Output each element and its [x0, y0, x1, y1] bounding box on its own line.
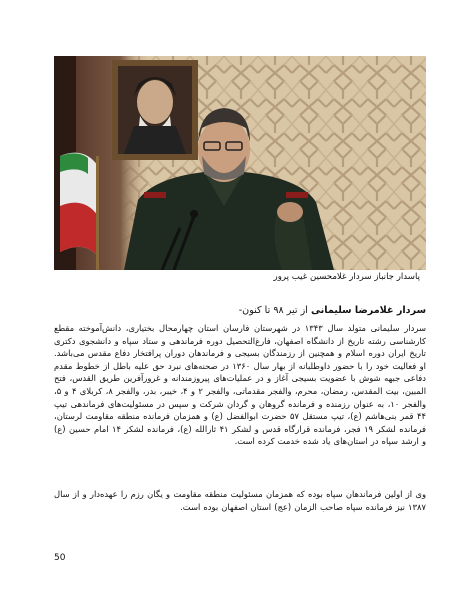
- section-heading: [54, 303, 426, 319]
- heading-name: سردار غلامرضا سلیمانی: [310, 305, 426, 316]
- biography-paragraph: سردار سلیمانی متولد سال ۱۳۴۳ در شهرستان فارسان استان چهارمحال بختیاری، دانش‌آموخته مقطع کارشناسی رشته تاریخ از دانشگاه اصفهان، فارغ‌التحصیل دوره فرماندهی و ستاد سپاه و دانشجوی دکتری تاریخ ایران دوره اسلام و همچنین از رزمندگان بسیجی و فرماندهان دوران پرافتخار دفاع مقدس می‌باشد. او فعالیت خود را با حضور داوطلبانه از بهار سال ۱۳۶۰ در صحنه‌های نبرد حق علیه باطل از خطوط مقدم دفاعی جبهه شوش با عضویت بسیجی آغاز و در عملیات‌های پیروزمندانه و غرورآفرین طریق القدس، فتح المبین، بیت المقدس، رمضان، محرم، والفجر مقدماتی، والفجر ۲ و ۴، خیبر، بدر، والفجر ۸، کربلای ۴ و ۵، والفجر ۱۰، به عنوان رزمنده و فرمانده گروهان و گردان شرکت و سپس در مسئولیت‌های فرماندهی تیپ ۴۴ قمر بنی‌هاشم (ع)، تیپ مستقل ۵۷ حضرت ابوالفضل (ع) و همزمان فرمانده منطقه مقاومت لرستان، فرمانده لشکر ۱۹ فجر، فرمانده قرارگاه قدس و لشکر ۴۱ ثارالله (ع)، فرمانده لشکر ۱۴ امام حسین (ع) و ارشد سپاه در استان‌های یاد شده خدمت کرده است.: [54, 323, 427, 447]
- biography-paragraph: وی از اولین فرماندهان سپاه بوده که همزمان مسئولیت منطقه مقاومت و یگان رزم را عهده‌دار و از سال ۱۳۸۷ نیز فرمانده سپاه صاحب الزمان (عج) استان اصفهان بوده است.: [54, 489, 426, 512]
- speaker-photo: [54, 56, 426, 270]
- image-caption: پاسدار جانباز سردار غلامحسین غیب پرور: [273, 272, 420, 282]
- page-number: 50: [54, 553, 66, 563]
- heading-tenure: از تیر ۹۸ تا کنون-: [238, 305, 311, 316]
- wall-portrait: [112, 60, 198, 160]
